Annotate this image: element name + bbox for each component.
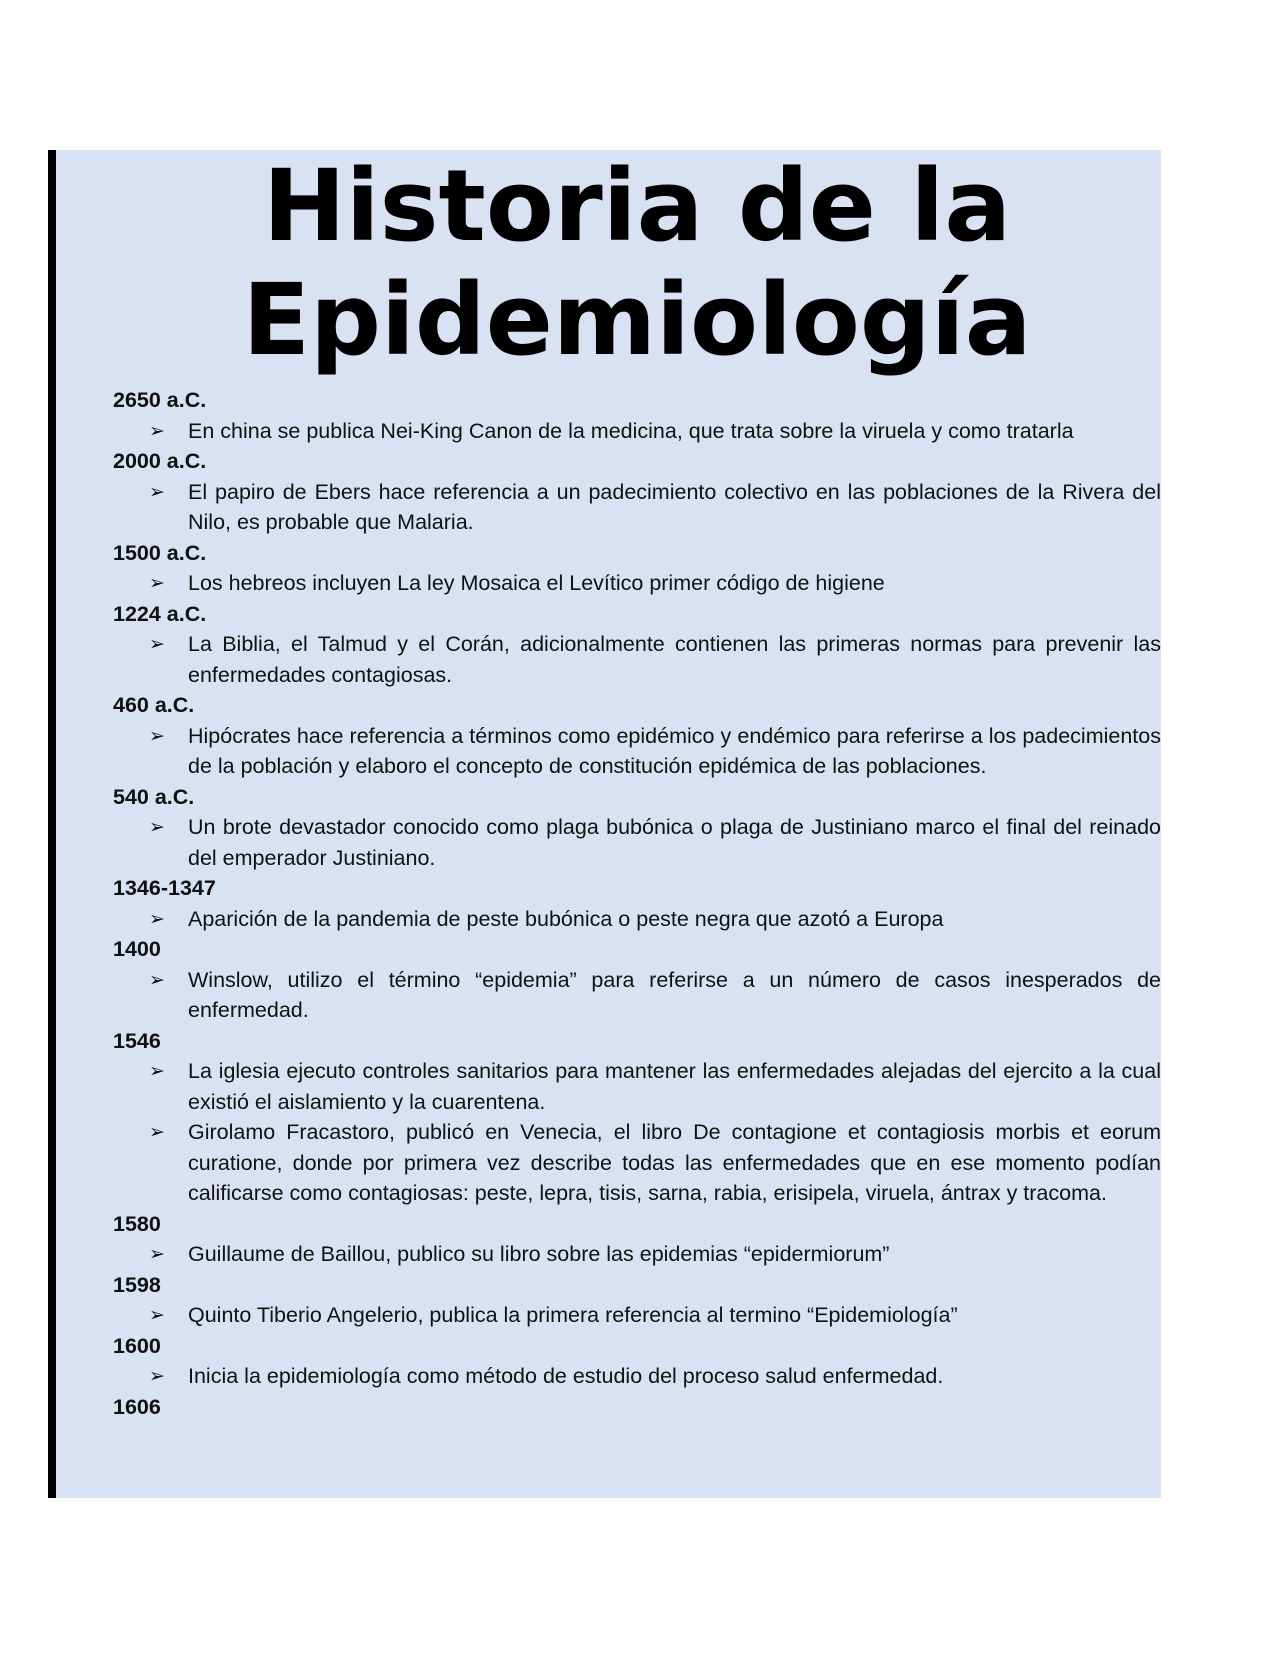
timeline-year: 1500 a.C.: [113, 540, 207, 565]
title-line-1: Historia de la: [262, 149, 1012, 264]
timeline-year: 460 a.C.: [113, 693, 195, 717]
arrow-bullet-icon: ➢: [149, 1121, 165, 1143]
timeline-bullet-text: La iglesia ejecuto controles sanitarios para mantener las enfermedades alejadas del ejercito a la cual existió el aislamiento y la cuarentena.: [188, 1059, 1161, 1114]
timeline-bullet: [113, 812, 1161, 873]
timeline-list: [113, 385, 1161, 1422]
timeline-year: 1400: [113, 937, 161, 961]
timeline-year: 1600: [113, 1333, 161, 1358]
timeline-year: 1224 a.C.: [113, 601, 207, 626]
timeline-bullet-text: Quinto Tiberio Angelerio, publica la primera referencia al termino “Epidemiología”: [188, 1303, 958, 1327]
timeline-year: 1598: [113, 1272, 161, 1297]
timeline-bullet: [113, 1361, 1161, 1392]
timeline-bullet: [113, 1117, 1161, 1209]
timeline-year: 2000 a.C.: [113, 449, 207, 473]
arrow-bullet-icon: ➢: [149, 968, 165, 991]
timeline-bullet: [113, 1300, 1161, 1331]
arrow-bullet-icon: ➢: [149, 1060, 165, 1082]
timeline-year: 1580: [113, 1211, 161, 1236]
arrow-bullet-icon: ➢: [149, 1243, 165, 1265]
timeline-bullet: [113, 416, 1161, 447]
timeline-bullet: [113, 1056, 1161, 1117]
timeline-bullet-text: Winslow, utilizo el término “epidemia” para referirse a un número de casos inesperados de enfermedad.: [188, 967, 1161, 1022]
arrow-bullet-icon: ➢: [149, 907, 165, 930]
timeline-bullet-text: Inicia la epidemiología como método de estudio del proceso salud enfermedad.: [188, 1364, 944, 1388]
timeline-bullet-text: El papiro de Ebers hace referencia a un padecimiento colectivo en las poblaciones de la Rivera del Nilo, es probable que Malaria.: [188, 479, 1161, 534]
timeline-year: 1546: [113, 1028, 161, 1053]
timeline-bullet: [113, 1239, 1161, 1270]
timeline-bullet: [113, 477, 1161, 538]
timeline-bullet-text: Girolamo Fracastoro, publicó en Venecia, el libro De contagione et contagiosis morbis et eorum curatione, donde por primera vez describe todas las enfermedades que en ese momento podían calificarse como contagiosas: peste, lepra, tisis, sarna, rabia, erisipela, viruela, ántrax y tracoma.: [188, 1120, 1161, 1205]
timeline-bullet-text: La Biblia, el Talmud y el Corán, adicionalmente contienen las primeras normas para prevenir las enfermedades contagiosas.: [188, 632, 1161, 687]
timeline-bullet-text: Aparición de la pandemia de peste bubónica o peste negra que azotó a Europa: [188, 906, 944, 931]
timeline-year: 1346-1347: [113, 876, 216, 900]
arrow-bullet-icon: ➢: [149, 724, 165, 747]
timeline-bullet-text: Los hebreos incluyen La ley Mosaica el Levítico primer código de higiene: [188, 571, 885, 595]
page-title: [48, 150, 1226, 378]
timeline-bullet: [113, 721, 1161, 782]
timeline-year: 540 a.C.: [113, 784, 195, 809]
arrow-bullet-icon: ➢: [149, 1304, 165, 1326]
title-line-2: Epidemiología: [242, 263, 1032, 378]
timeline-bullet: [113, 904, 1161, 935]
arrow-bullet-icon: ➢: [149, 572, 165, 594]
timeline-bullet-text: En china se publica Nei-King Canon de la medicina, que trata sobre la viruela y como tratarla: [188, 418, 1074, 443]
timeline-bullet-text: Guillaume de Baillou, publico su libro sobre las epidemias “epidermiorum”: [188, 1242, 890, 1266]
arrow-bullet-icon: ➢: [149, 816, 165, 838]
timeline-year: 2650 a.C.: [113, 388, 207, 412]
arrow-bullet-icon: ➢: [149, 1365, 165, 1387]
timeline-year: 1606: [113, 1394, 161, 1419]
timeline-bullet: [113, 568, 1161, 599]
timeline-bullet: [113, 965, 1161, 1026]
timeline-bullet-text: Hipócrates hace referencia a términos como epidémico y endémico para referirse a los padecimientos de la población y elaboro el concepto de constitución epidémica de las poblaciones.: [188, 723, 1161, 778]
timeline-bullet: [113, 629, 1161, 690]
timeline-bullet-text: Un brote devastador conocido como plaga bubónica o plaga de Justiniano marco el final del reinado del emperador Justiniano.: [188, 815, 1161, 870]
arrow-bullet-icon: ➢: [149, 480, 165, 503]
arrow-bullet-icon: ➢: [149, 633, 165, 655]
arrow-bullet-icon: ➢: [149, 419, 165, 442]
